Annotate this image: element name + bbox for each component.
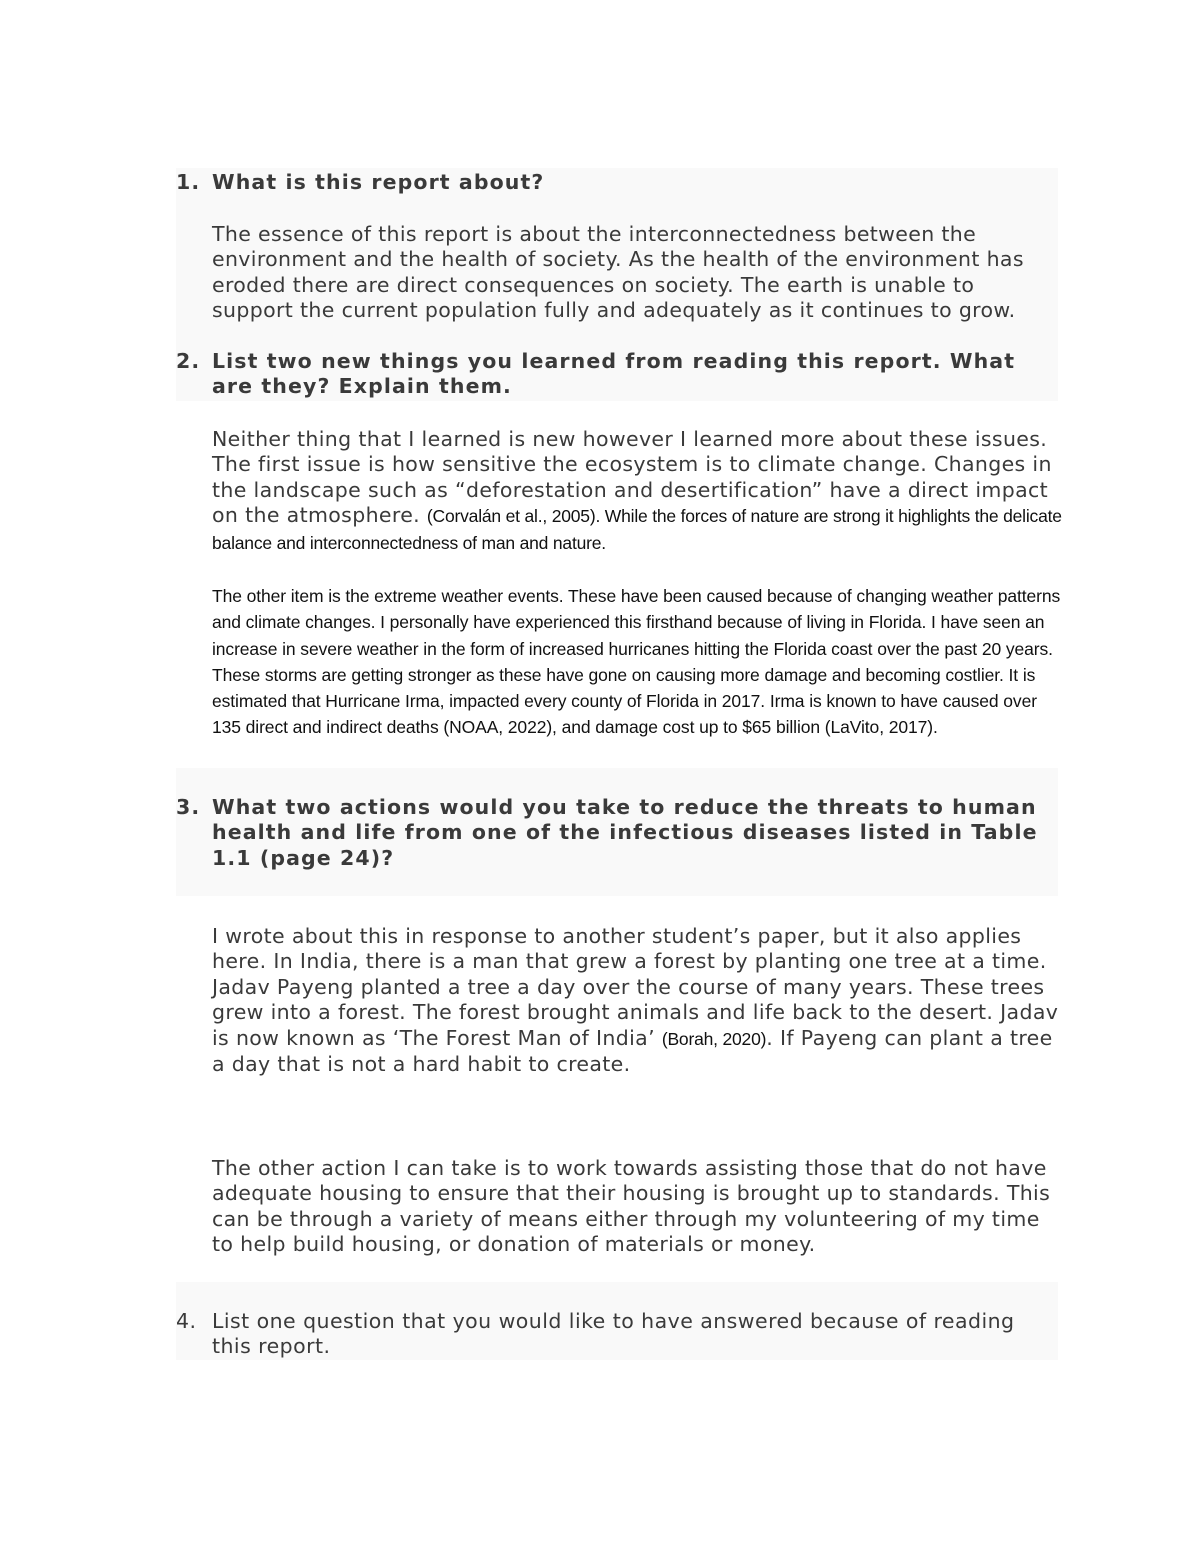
- question-4-text: List one question that you would like to have answered because of reading this report.: [212, 1309, 1015, 1359]
- question-4-number: 4.: [176, 1309, 197, 1333]
- answer-2-part-1-citation: (Corvalán et al., 2005). While the forces of nature are strong it highlights the delicate balance and interconnectedness of man and nature.: [212, 506, 1062, 553]
- answer-3-part-1-continuation: . If Payeng can plant a tree a day that is not a hard habit to create.: [212, 1025, 1053, 1077]
- question-3-text: What two actions would you take to reduce the threats to human health and life from one of the infectious diseases listed in Table 1.1 (page 24)?: [212, 795, 1038, 870]
- answer-3-part-1: [212, 924, 1062, 1077]
- question-2: [176, 349, 1058, 400]
- answer-3-part-1-text: I wrote about this in response to another student’s paper, but it also applies here. In India, there is a man that grew a forest by planting one tree at a time. Jadav Payeng planted a tree a day over the course of many years. These trees grew into a forest. The forest brought animals and life back to the desert. Jadav is now known as ‘The Forest Man of India’: [212, 924, 1059, 1050]
- question-1: [176, 170, 1058, 195]
- question-1-text: What is this report about?: [212, 170, 545, 194]
- answer-1: The essence of this report is about the interconnectedness between the environment and the health of society. As the health of the environment has eroded there are direct consequences on society. The earth is unable to support the current population fully and adequately as it continues to grow.: [212, 222, 1024, 323]
- question-4: [176, 1309, 1058, 1360]
- question-1-number: 1.: [176, 170, 201, 194]
- answer-2-part-1: [212, 427, 1062, 556]
- question-3-number: 3.: [176, 795, 201, 819]
- answer-3-part-2: The other action I can take is to work towards assisting those that do not have adequate housing to ensure that their housing is brought up to standards. This can be through a variety of means either through my volunteering of my time to help build housing, or donation of materials or money.: [212, 1156, 1051, 1257]
- question-2-text: List two new things you learned from reading this report. What are they? Explain them.: [212, 349, 1016, 399]
- answer-3-citation: (Borah, 2020): [661, 1028, 767, 1049]
- question-2-number: 2.: [176, 349, 201, 373]
- answer-2-part-1-text: Neither thing that I learned is new however I learned more about these issues. The first issue is how sensitive the ecosystem is to climate change. Changes in the landscape such as “deforestation and desertification” have a direct impact on the atmosphere.: [212, 427, 1052, 528]
- answer-2-part-2: The other item is the extreme weather events. These have been caused because of changing weather patterns and climate changes. I personally have experienced this firsthand because of living in Florida. I have seen an increase in severe weather in the form of increased hurricanes hitting the Florida coast over the past 20 years. These storms are getting stronger as these have gone on causing more damage and becoming costlier. It is estimated that Hurricane Irma, impacted every county of Florida in 2017. Irma is known to have caused over 135 direct and indirect deaths (NOAA, 2022), and damage cost up to $65 billion (LaVito, 2017).: [212, 586, 1061, 738]
- question-3: [176, 795, 1058, 871]
